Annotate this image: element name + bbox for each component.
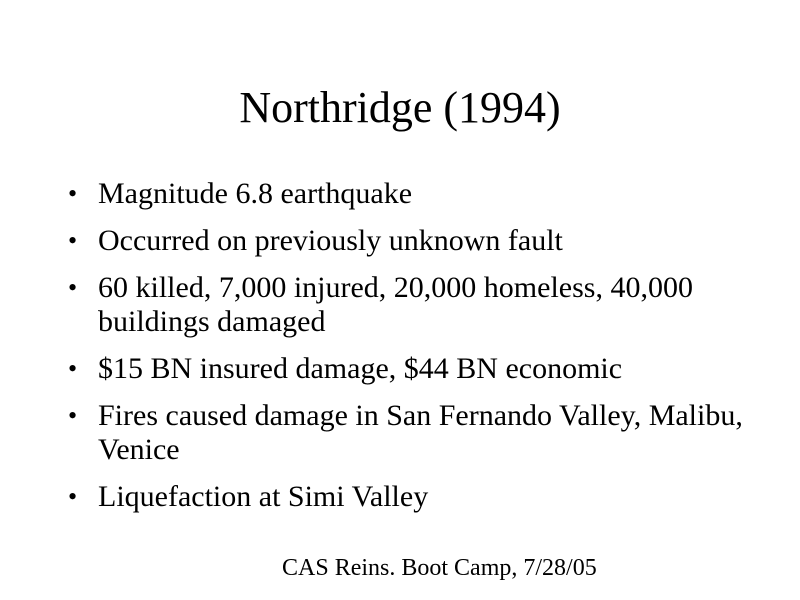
slide-title: Northridge (1994) [239,83,561,132]
bullet-text: 60 killed, 7,000 injured, 20,000 homeless, 40,000 buildings damaged [98,271,693,338]
bullet-icon: • [68,179,78,208]
bullet-icon: • [68,354,78,383]
bullet-item [68,271,748,339]
bullet-text: Fires caused damage in San Fernando Valley, Malibu, Venice [98,399,743,466]
bullet-text: $15 BN insured damage, $44 BN economic [98,352,623,385]
bullet-list [68,177,748,527]
slide-footer: CAS Reins. Boot Camp, 7/28/05 [282,555,597,581]
bullet-item [68,224,748,258]
bullet-icon: • [68,401,78,430]
bullet-text: Magnitude 6.8 earthquake [98,177,413,210]
bullet-icon: • [68,226,78,255]
bullet-text: Occurred on previously unknown fault [98,224,563,257]
bullet-item [68,352,748,386]
bullet-icon: • [68,273,78,302]
bullet-icon: • [68,482,78,511]
bullet-item [68,399,748,467]
bullet-item [68,177,748,211]
bullet-text: Liquefaction at Simi Valley [98,480,429,513]
bullet-item [68,480,748,514]
